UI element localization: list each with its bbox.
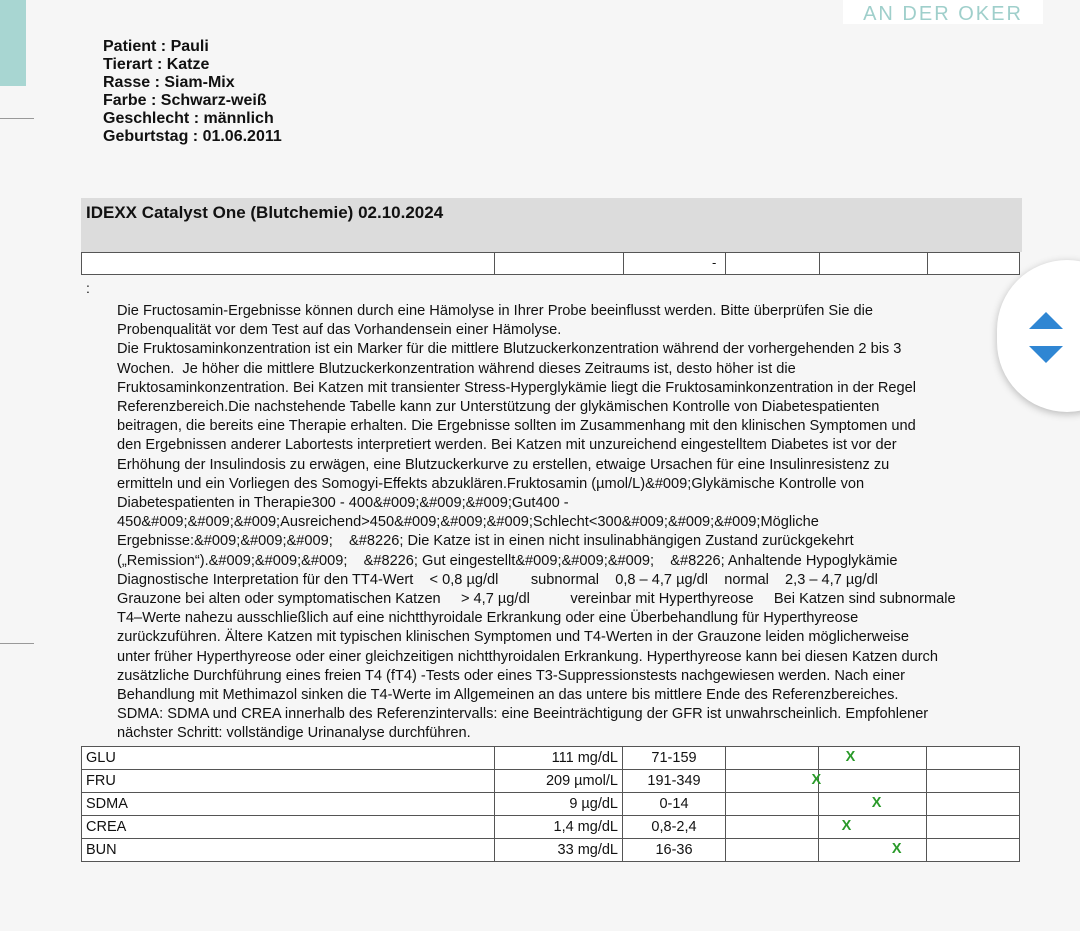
table-row	[82, 770, 1020, 793]
result-reference: 16-36	[623, 839, 726, 862]
comment-line: („Remission“).&#009;&#009;&#009; &#8226; Gut eingestellt&#009;&#009;&#009; &#8226; Anhaltende Hypoglykämie	[117, 552, 898, 569]
result-name: BUN	[82, 839, 495, 862]
edge-mark	[0, 118, 34, 119]
patient-breed: Rasse : Siam-Mix	[103, 74, 235, 91]
section-header	[81, 198, 1022, 252]
comment-line: Diagnostische Interpretation für den TT4-Wert < 0,8 µg/dl subnormal 0,8 – 4,7 µg/dl normal 2,3 – 4,7 µg/dl	[117, 571, 878, 588]
result-name: GLU	[82, 747, 495, 770]
result-marker: X	[845, 749, 856, 765]
result-flag	[726, 770, 822, 793]
brand-logo: AN DER OKER	[843, 0, 1043, 24]
comment-line: zusätzliche Durchführung eines freien T4 (fT4) -Tests oder eines T3-Suppressionstests nachgewiesen werden. Nach einer	[117, 667, 905, 684]
comment-line: 450&#009;&#009;&#009;Ausreichend>450&#009;&#009;&#009;Schlecht<300&#009;&#009;&#009;Mögliche	[117, 514, 819, 531]
comment-line: Die Fruktosaminkonzentration ist ein Marker für die mittlere Blutzuckerkonzentration während der vorhergehenden 2 bis 3	[117, 341, 902, 358]
patient-sex: Geschlecht : männlich	[103, 110, 274, 127]
result-name: CREA	[82, 816, 495, 839]
patient-species: Tierart : Katze	[103, 56, 210, 73]
table-row	[82, 839, 1020, 862]
result-range-mark	[819, 839, 927, 862]
result-value: 1,4 mg/dL	[495, 816, 623, 839]
comment-line: Die Fructosamin-Ergebnisse können durch eine Hämolyse in Ihrer Probe beeinflusst werden. Bitte überprüfen Sie die	[117, 303, 874, 319]
result-range-mark	[819, 793, 927, 816]
table-row	[82, 747, 1020, 770]
result-flag	[726, 747, 856, 770]
result-name: SDMA	[82, 793, 495, 816]
result-range-mark	[819, 747, 927, 770]
comment-line: Referenzbereich.Die nachstehende Tabelle kann zur Unterstützung der glykämischen Kontrolle von Diabetespatienten	[117, 399, 880, 416]
comment-line: T4–Werte nahezu ausschließlich auf eine nichtthyroidale Erkrankung oder eine Überbehandlung für Hyperthyreose	[117, 610, 859, 627]
result-extra	[927, 770, 1020, 793]
comment-line: ermitteln und ein Vorliegen des Somogyi-Effekts abzuklären.Fruktosamin (µmol/L)&#009;Glykämische Kontrolle von	[117, 475, 865, 492]
comment-line: beitragen, die bereits eine Therapie erhalten. Die Ergebnisse sollten im Zusammenhang mit den klinischen Symptomen und	[117, 418, 916, 435]
result-extra	[927, 839, 1020, 862]
result-extra	[927, 816, 1020, 839]
patient-name: Patient : Pauli	[103, 38, 209, 55]
comment-line: Behandlung mit Methimazol sinken die T4-Werte im Allgemeinen an das untere bis mittlere Ende des Referenzbereiches.	[117, 687, 899, 704]
comment-line: Ergebnisse:&#009;&#009;&#009; &#8226; Die Katze ist in einen nicht insulinabhängigen Zustand zurückgekehrt	[117, 533, 854, 550]
comment-line: Erhöhung der Insulindosis zu erwägen, eine Blutzuckerkurve zu erstellen, etwaige Ursachen für eine Insulinresistenz zu	[117, 456, 890, 473]
result-value: 33 mg/dL	[495, 839, 623, 862]
comment-line: Grauzone bei alten oder symptomatischen Katzen > 4,7 µg/dl vereinbar mit Hyperthyreose Bei Katzen sind subnormale	[117, 591, 956, 608]
section-title: IDEXX Catalyst One (Blutchemie) 02.10.2024	[86, 203, 444, 222]
edge-mark	[0, 643, 34, 644]
lab-comment	[117, 302, 1047, 744]
result-marker: X	[891, 841, 902, 857]
comment-colon: :	[86, 280, 90, 296]
result-name: FRU	[82, 770, 495, 793]
comment-line: Diabetespatienten in Therapie300 - 400&#009;&#009;&#009;Gut400 -	[117, 495, 569, 512]
comment-line: Fruktosaminkonzentration. Bei Katzen mit transienter Stress-Hyperglykämie liegt die Fruktosaminkonzentration in der Regel	[117, 379, 916, 396]
result-marker: X	[841, 818, 852, 834]
results-table	[81, 746, 1020, 862]
result-range-mark	[819, 816, 927, 839]
comment-line: SDMA: SDMA und CREA innerhalb des Referenzintervalls: eine Beeinträchtigung der GFR ist unwahrscheinlich. Empfohlener	[117, 706, 929, 723]
result-marker: X	[871, 795, 882, 811]
result-value: 209 µmol/L	[495, 770, 623, 793]
patient-color: Farbe : Schwarz-weiß	[103, 92, 267, 109]
side-tab	[0, 0, 26, 86]
patient-info	[103, 38, 282, 146]
result-flag	[726, 793, 882, 816]
table-row	[82, 816, 1020, 839]
comment-line: zurückzuführen. Ältere Katzen mit typischen klinischen Symptomen und T4-Werten in der Grauzone leiden möglicherweise	[117, 629, 909, 646]
comment-line: unter früher Hyperthyreose oder einer gleichzeitigen nichtthyroidalen Erkrankung. Hyperthyreose kann bei diesen Katzen durch	[117, 648, 938, 665]
comment-line: den Ergebnissen anderer Labortests interpretiert werden. Bei Katzen mit unzureichend eingestelltem Diabetes ist vor der	[117, 437, 897, 454]
comment-line: Wochen. Je höher die mittlere Blutzuckerkonzentration während dieses Zeitraums ist, desto höher ist die	[117, 360, 796, 377]
header-dash: -	[712, 255, 717, 270]
scroll-down-icon[interactable]	[1029, 346, 1063, 363]
table-row	[82, 793, 1020, 816]
result-range-mark	[819, 770, 927, 793]
result-reference: 191-349	[623, 770, 726, 793]
result-value: 9 µg/dL	[495, 793, 623, 816]
result-extra	[927, 793, 1020, 816]
result-reference: 0-14	[623, 793, 726, 816]
result-flag	[726, 816, 852, 839]
result-marker: X	[811, 772, 822, 788]
comment-line: Probenqualität vor dem Test auf das Vorhandensein einer Hämolyse.	[117, 322, 562, 339]
result-value: 111 mg/dL	[495, 747, 623, 770]
result-extra	[927, 747, 1020, 770]
table-header-row	[81, 252, 1020, 275]
scroll-up-icon[interactable]	[1029, 312, 1063, 329]
result-flag	[726, 839, 902, 862]
comment-line: nächster Schritt: vollständige Urinanalyse durchführen.	[117, 725, 471, 742]
result-reference: 71-159	[623, 747, 726, 770]
patient-birthday: Geburtstag : 01.06.2011	[103, 128, 282, 145]
result-reference: 0,8-2,4	[623, 816, 726, 839]
